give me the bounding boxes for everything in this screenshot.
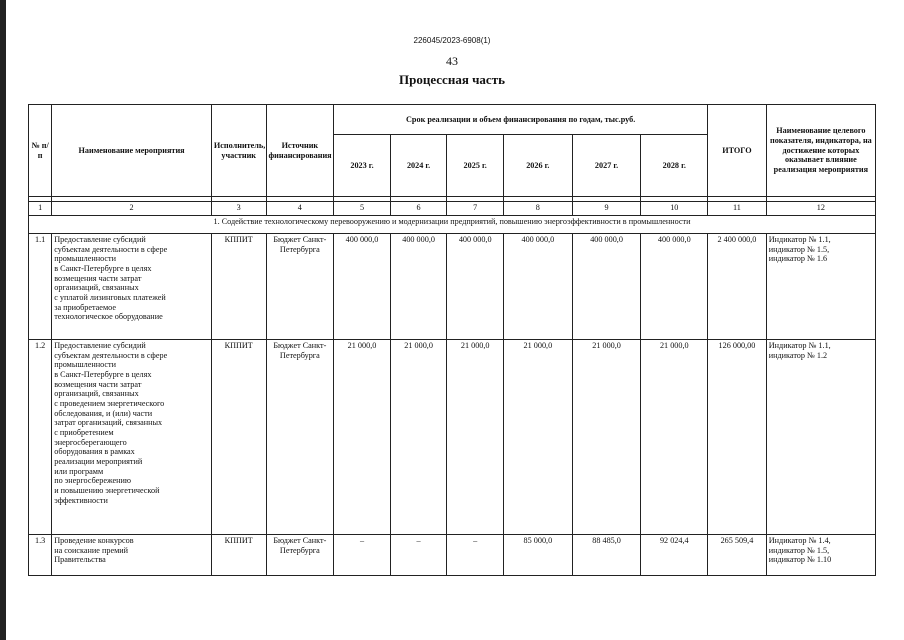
page-number: 43 (446, 54, 458, 68)
row-num: 1.2 (29, 340, 52, 535)
header-period-group: Срок реализации и объем финансирования по годам, тыс.руб. (334, 105, 708, 135)
row-value-2026: 85 000,0 (503, 535, 572, 576)
page-title: Процессная часть (399, 72, 505, 87)
row-value-2024: – (390, 535, 447, 576)
financing-table (28, 104, 876, 576)
header-num: № п/п (29, 105, 52, 197)
header-year-2027: 2027 г. (572, 135, 641, 197)
row-name: Предоставление субсидий субъектам деятельности в сфере промышленности в Санкт-Петербурге в целях возмещения части затрат организаций, связанных с уплатой лизинговых платежей за приобретаемое технологическое оборудование (52, 234, 212, 340)
row-value-2025: 400 000,0 (447, 234, 504, 340)
header-indicator: Наименование целевого показателя, индикатора, на достижение которых оказывает влияние реализация мероприятия (766, 105, 875, 197)
column-number: 9 (572, 202, 641, 216)
column-number: 1 (29, 202, 52, 216)
column-number: 4 (266, 202, 334, 216)
column-number: 10 (641, 202, 708, 216)
document-id: 226045/2023-6908(1) (413, 36, 491, 45)
column-numbers-row (29, 202, 876, 216)
row-value-2025: 21 000,0 (447, 340, 504, 535)
header-year-2025: 2025 г. (447, 135, 504, 197)
header-row (29, 105, 876, 135)
section-row (29, 216, 876, 234)
row-executor: КППИТ (211, 535, 266, 576)
row-source: Бюджет Санкт-Петербурга (266, 535, 334, 576)
row-num: 1.3 (29, 535, 52, 576)
section-title: 1. Содействие технологическому перевооружению и модернизации предприятий, повышению энергоэффективности в промышленности (29, 216, 876, 234)
row-executor: КППИТ (211, 234, 266, 340)
table-row (29, 340, 876, 535)
row-indicator: Индикатор № 1.4, индикатор № 1.5, индикатор № 1.10 (766, 535, 875, 576)
row-value-2028: 400 000,0 (641, 234, 708, 340)
header-source: Источник финансирования (266, 105, 334, 197)
row-total: 2 400 000,0 (708, 234, 767, 340)
row-executor: КППИТ (211, 340, 266, 535)
column-number: 11 (708, 202, 767, 216)
column-number: 7 (447, 202, 504, 216)
row-value-2025: – (447, 535, 504, 576)
row-value-2028: 21 000,0 (641, 340, 708, 535)
header-year-2023: 2023 г. (334, 135, 391, 197)
row-value-2027: 88 485,0 (572, 535, 641, 576)
row-value-2027: 21 000,0 (572, 340, 641, 535)
row-total: 265 509,4 (708, 535, 767, 576)
header-executor: Исполнитель, участник (211, 105, 266, 197)
scan-binding-edge (0, 0, 6, 640)
row-value-2026: 21 000,0 (503, 340, 572, 535)
row-name: Предоставление субсидий субъектам деятельности в сфере промышленности в Санкт-Петербурге в целях возмещения части затрат организаций, связанных с проведением энергетического обследования, и (или) части затрат организаций, связанных с приобретением энергосберегающего оборудования в рамках реализации мероприятий или программ по энергосбережению и повышению энергетической эффективности (52, 340, 212, 535)
column-number: 8 (503, 202, 572, 216)
row-value-2028: 92 024,4 (641, 535, 708, 576)
column-number: 3 (211, 202, 266, 216)
column-number: 6 (390, 202, 447, 216)
table-row (29, 234, 876, 340)
header-year-2028: 2028 г. (641, 135, 708, 197)
header-total: ИТОГО (708, 105, 767, 197)
row-source: Бюджет Санкт-Петербурга (266, 340, 334, 535)
row-value-2027: 400 000,0 (572, 234, 641, 340)
row-total: 126 000,00 (708, 340, 767, 535)
header-year-2026: 2026 г. (503, 135, 572, 197)
row-value-2024: 400 000,0 (390, 234, 447, 340)
row-indicator: Индикатор № 1.1, индикатор № 1.5, индикатор № 1.6 (766, 234, 875, 340)
row-value-2023: – (334, 535, 391, 576)
header-name: Наименование мероприятия (52, 105, 212, 197)
column-number: 2 (52, 202, 212, 216)
column-number: 5 (334, 202, 391, 216)
column-number: 12 (766, 202, 875, 216)
row-source: Бюджет Санкт-Петербурга (266, 234, 334, 340)
row-value-2023: 400 000,0 (334, 234, 391, 340)
row-value-2023: 21 000,0 (334, 340, 391, 535)
table-row (29, 535, 876, 576)
row-num: 1.1 (29, 234, 52, 340)
row-value-2024: 21 000,0 (390, 340, 447, 535)
row-indicator: Индикатор № 1.1, индикатор № 1.2 (766, 340, 875, 535)
row-name: Проведение конкурсов на соискание премий Правительства (52, 535, 212, 576)
header-year-2024: 2024 г. (390, 135, 447, 197)
row-value-2026: 400 000,0 (503, 234, 572, 340)
